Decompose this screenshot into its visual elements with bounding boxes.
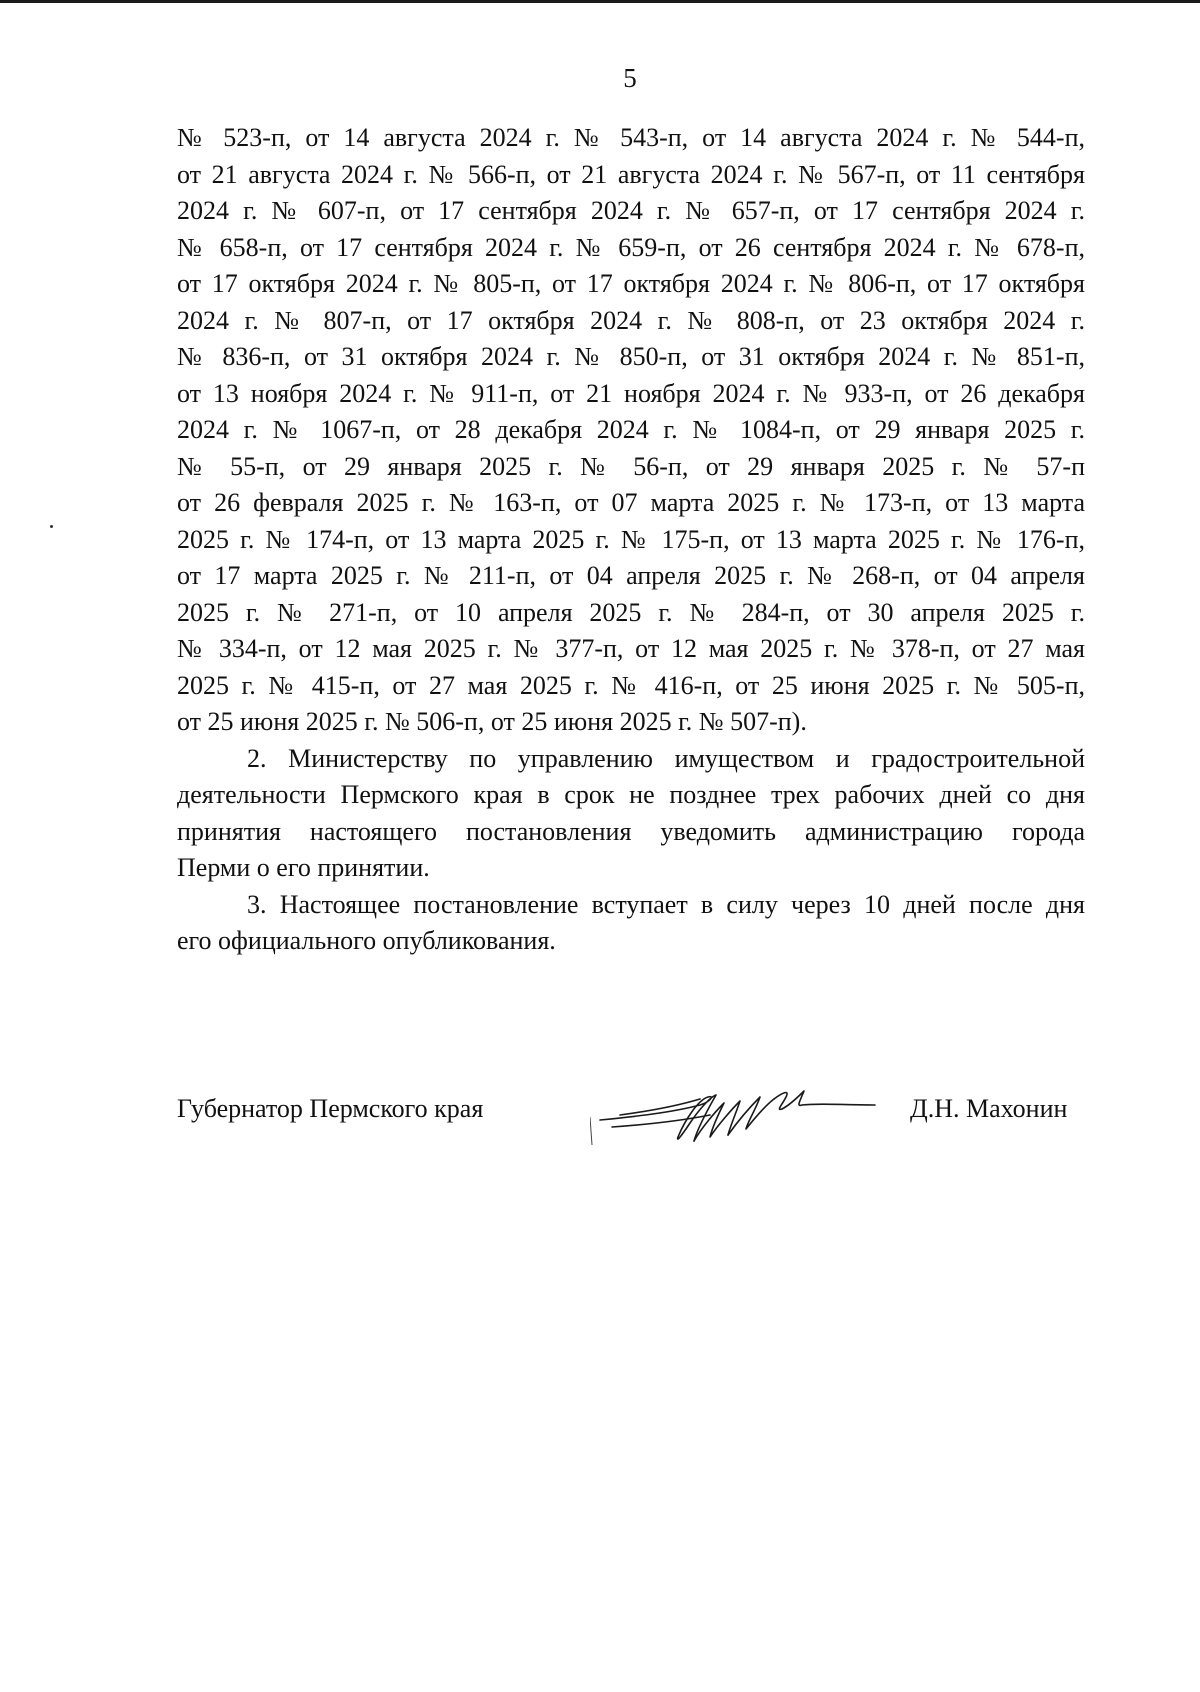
text-line: Перми о его принятии. bbox=[177, 853, 430, 882]
page-number: 5 bbox=[623, 63, 637, 93]
text-line: 2024 г. № 807-п, от 17 октября 2024 г. № 808-п, от 23 октября 2024 г. bbox=[177, 305, 1085, 335]
paragraph-list-continuation bbox=[177, 120, 1085, 741]
scan-speck bbox=[50, 525, 53, 528]
text-line: его официального опубликования. bbox=[177, 926, 556, 955]
handwritten-signature bbox=[590, 1075, 880, 1155]
paragraph-item-2 bbox=[177, 741, 1085, 887]
text-line: от 25 июня 2025 г. № 506-п, от 25 июня 2025 г. № 507-п). bbox=[177, 707, 807, 736]
text-line: № 658-п, от 17 сентября 2024 г. № 659-п, от 26 сентября 2024 г. № 678-п, bbox=[177, 232, 1085, 262]
signature-block bbox=[0, 1085, 1200, 1165]
paragraph-item-3 bbox=[177, 887, 1085, 960]
text-line: 2025 г. № 271-п, от 10 апреля 2025 г. № 284-п, от 30 апреля 2025 г. bbox=[177, 597, 1085, 627]
scan-top-edge bbox=[0, 0, 1200, 3]
text-line: от 17 марта 2025 г. № 211-п, от 04 апреля 2025 г. № 268-п, от 04 апреля bbox=[177, 561, 1085, 590]
text-line: 2024 г. № 1067-п, от 28 декабря 2024 г. № 1084-п, от 29 января 2025 г. bbox=[177, 415, 1085, 444]
text-line: 2. Министерству по управлению имуществом и градостроительной bbox=[247, 743, 1085, 773]
text-line: от 21 августа 2024 г. № 566-п, от 21 августа 2024 г. № 567-п, от 11 сентября bbox=[177, 159, 1085, 189]
signer-title: Губернатор Пермского края bbox=[177, 1094, 484, 1123]
text-line: № 334-п, от 12 мая 2025 г. № 377-п, от 12 мая 2025 г. № 378-п, от 27 мая bbox=[177, 634, 1085, 663]
text-line: 3. Настоящее постановление вступает в силу через 10 дней после дня bbox=[247, 889, 1085, 919]
text-line: от 26 февраля 2025 г. № 163-п, от 07 марта 2025 г. № 173-п, от 13 марта bbox=[177, 488, 1085, 517]
text-line: № 523-п, от 14 августа 2024 г. № 543-п, от 14 августа 2024 г. № 544-п, bbox=[177, 123, 1085, 152]
text-line: принятия настоящего постановления уведомить администрацию города bbox=[177, 816, 1085, 846]
signer-name: Д.Н. Махонин bbox=[910, 1094, 1068, 1123]
text-line: 2025 г. № 174-п, от 13 марта 2025 г. № 175-п, от 13 марта 2025 г. № 176-п, bbox=[177, 524, 1085, 554]
text-line: № 55-п, от 29 января 2025 г. № 56-п, от 29 января 2025 г. № 57-п bbox=[177, 451, 1085, 481]
text-line: от 17 октября 2024 г. № 805-п, от 17 октября 2024 г. № 806-п, от 17 октября bbox=[177, 269, 1085, 298]
text-line: от 13 ноября 2024 г. № 911-п, от 21 ноября 2024 г. № 933-п, от 26 декабря bbox=[177, 378, 1085, 408]
text-line: деятельности Пермского края в срок не позднее трех рабочих дней со дня bbox=[177, 780, 1085, 809]
document-body bbox=[177, 120, 1085, 960]
text-line: 2024 г. № 607-п, от 17 сентября 2024 г. № 657-п, от 17 сентября 2024 г. bbox=[177, 196, 1085, 225]
text-line: № 836-п, от 31 октября 2024 г. № 850-п, от 31 октября 2024 г. № 851-п, bbox=[177, 342, 1085, 371]
text-line: 2025 г. № 415-п, от 27 мая 2025 г. № 416-п, от 25 июня 2025 г. № 505-п, bbox=[177, 670, 1085, 700]
